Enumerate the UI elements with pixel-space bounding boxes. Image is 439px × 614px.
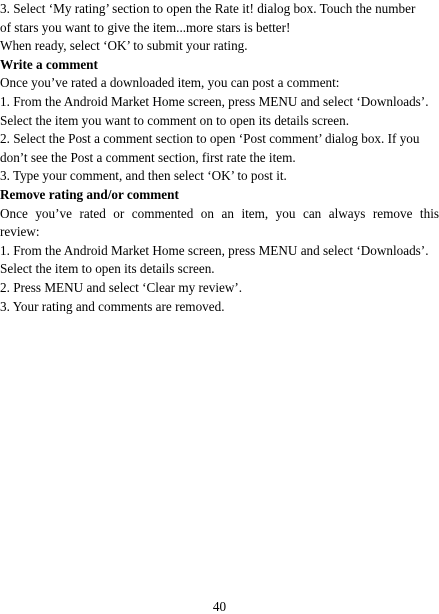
remove-step-3: 3. Your rating and comments are removed. xyxy=(0,298,225,314)
heading-write-comment: Write a comment xyxy=(0,56,98,72)
remove-intro-cont: review: xyxy=(0,224,40,240)
comment-step-2: 2. Select the Post a comment section to open ‘Post comment’ dialog box. If you xyxy=(0,131,420,147)
write-comment-intro: Once you’ve rated a downloaded item, you can post a comment: xyxy=(0,75,340,91)
comment-step-3: 3. Type your comment, and then select ‘OK’ to post it. xyxy=(0,168,287,184)
comment-step-2-cont: don’t see the Post a comment section, first rate the item. xyxy=(0,149,296,165)
step-3-rating-line-2: of stars you want to give the item...more stars is better! xyxy=(0,19,291,35)
submit-rating-text: When ready, select ‘OK’ to submit your rating. xyxy=(0,38,248,54)
remove-intro: Once you’ve rated or commented on an item, you can always remove this xyxy=(0,205,439,221)
comment-step-1: 1. From the Android Market Home screen, press MENU and select ‘Downloads’. xyxy=(0,93,429,109)
step-3-rating-line-1: 3. Select ‘My rating’ section to open the Rate it! dialog box. Touch the number xyxy=(0,1,416,16)
remove-step-1-cont: Select the item to open its details screen. xyxy=(0,261,215,277)
remove-step-2: 2. Press MENU and select ‘Clear my review’. xyxy=(0,279,243,295)
page-number: 40 xyxy=(212,599,227,614)
remove-step-1: 1. From the Android Market Home screen, press MENU and select ‘Downloads’. xyxy=(0,242,429,258)
comment-step-1-cont: Select the item you want to comment on to open its details screen. xyxy=(0,112,350,128)
heading-remove-rating: Remove rating and/or comment xyxy=(0,186,179,202)
